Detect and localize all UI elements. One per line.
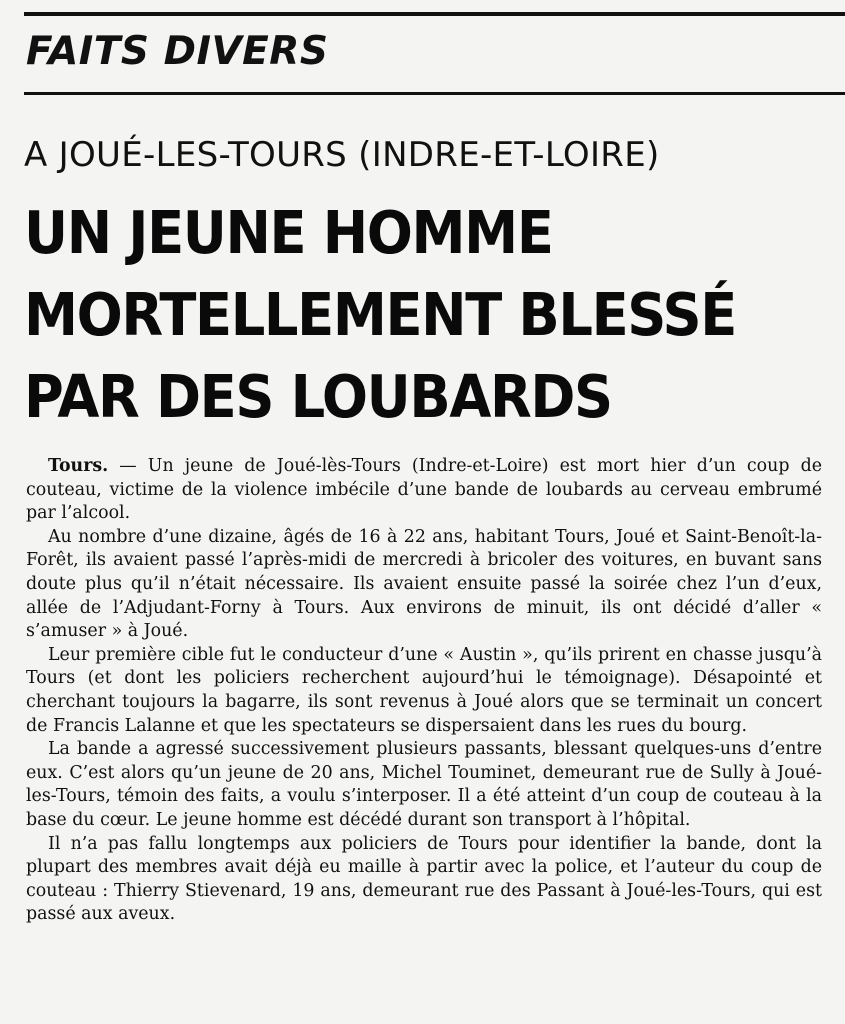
article-body: [26, 455, 822, 927]
article-paragraph-5: Il n’a pas fallu longtemps aux policiers de Tours pour identifier la bande, dont la plupart des membres avait déjà eu maille à partir avec la police, et l’auteur du coup de couteau : Thierry Stievenard, 19 ans, demeurant rue des Passant à Joué-les-Tours, qui est passé aux aveux.: [26, 833, 822, 925]
headline-line-3: PAR DES LOUBARDS: [24, 362, 612, 431]
article-paragraph-4: La bande a agressé successivement plusieurs passants, blessant quelques-uns d’entre eux. C’est alors qu’un jeune de 20 ans, Michel Touminet, demeurant rue de Sully à Joué-les-Tours, témoin des faits, a voulu s’interposer. Il a été atteint d’un coup de couteau à la base du cœur. Le jeune homme est décédé durant son transport à l’hôpital.: [26, 739, 822, 830]
dateline: Tours.: [48, 456, 109, 476]
section-rule: [24, 92, 845, 95]
kicker-location: A JOUÉ-LES-TOURS (INDRE-ET-LOIRE): [24, 135, 660, 175]
article-paragraph-3: Leur première cible fut le conducteur d’une « Austin », qu’ils prirent en chasse jusqu’à Tours (et dont les policiers recherchent aujourd’hui le témoignage). Désapointé et cherchant toujours la bagarre, ils sont revenus à Joué alors que se terminait un concert de Francis Lalanne et que les spectateurs se dispersaient dans les rues du bourg.: [26, 644, 822, 736]
headline-line-2: MORTELLEMENT BLESSÉ: [24, 280, 736, 349]
article-paragraph-1-text: — Un jeune de Joué-lès-Tours (Indre-et-Loire) est mort hier d’un coup de couteau, victime de la violence imbécile d’une bande de loubards au cerveau embrumé par l’alcool.: [26, 456, 822, 524]
headline-line-1: UN JEUNE HOMME: [24, 198, 553, 267]
top-rule: [24, 12, 845, 16]
article-paragraph-1: [26, 455, 822, 526]
section-title: FAITS DIVERS: [26, 29, 329, 74]
article-paragraph-2: Au nombre d’une dizaine, âgés de 16 à 22 ans, habitant Tours, Joué et Saint-Benoît-la-Forêt, ils avaient passé l’après-midi de mercredi à bricoler des voitures, en buvant sans doute plus qu’il n’était nécessaire. Ils avaient ensuite passé la soirée chez l’un d’eux, allée de l’Adjudant-Forny à Tours. Aux environs de minuit, ils ont décidé d’aller « s’amuser » à Joué.: [26, 526, 822, 642]
headline: [24, 192, 769, 438]
